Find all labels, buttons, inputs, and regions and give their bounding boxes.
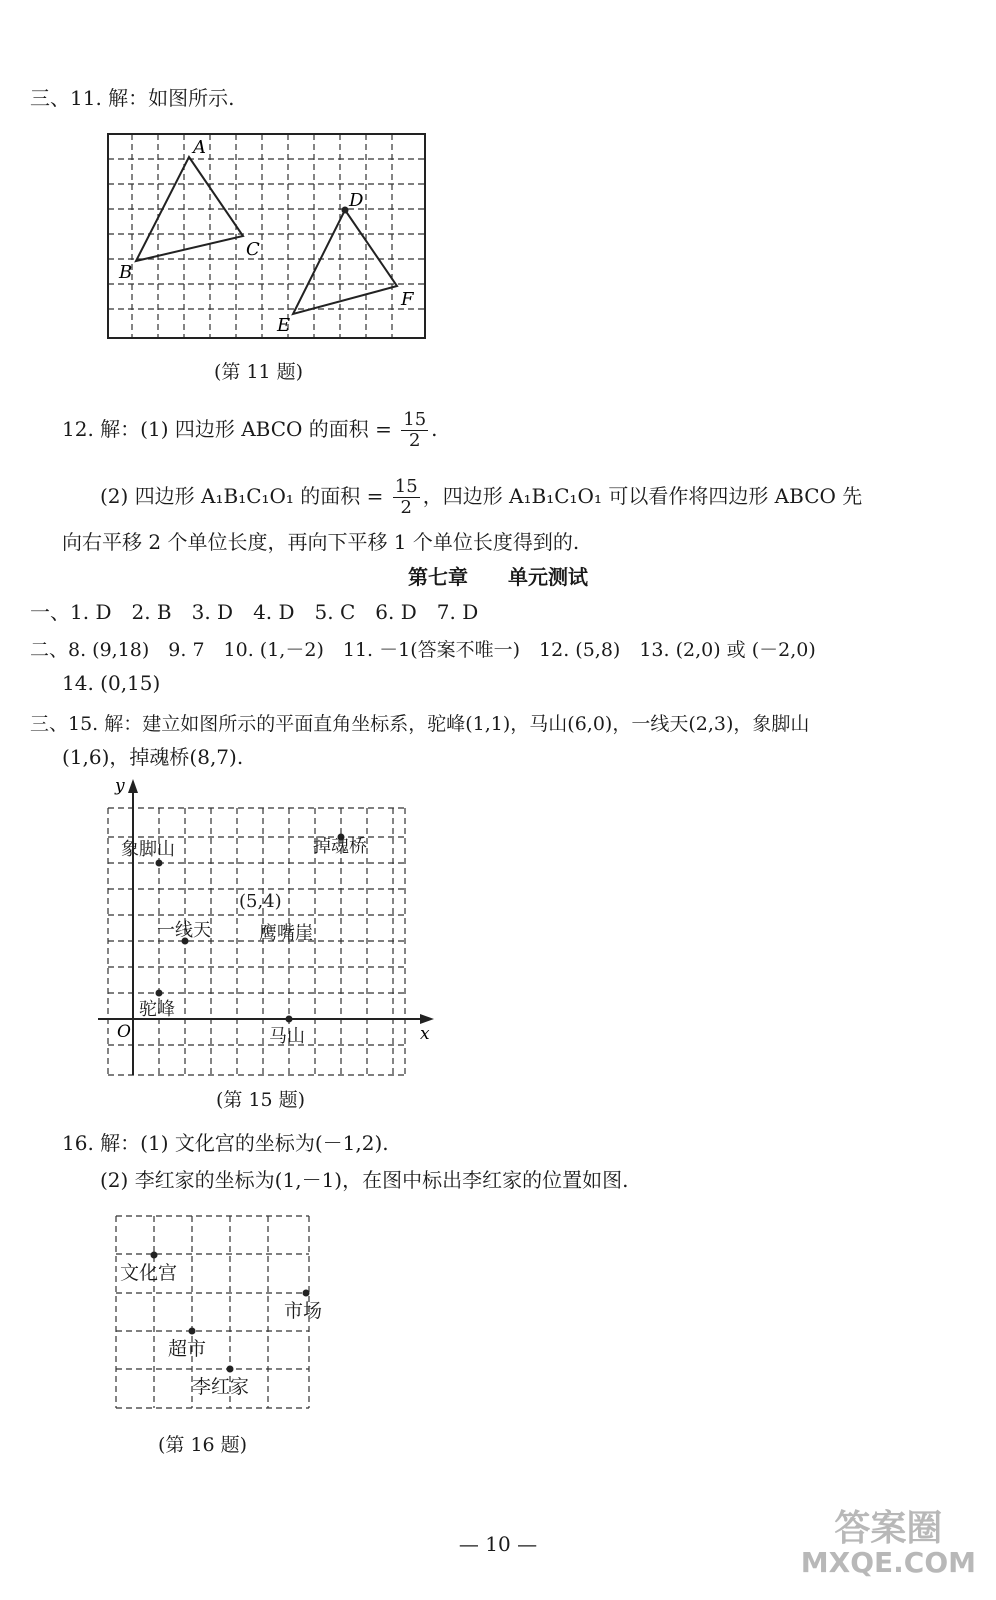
page-number: — 10 — — [458, 1532, 538, 1556]
q15-point-label-6: 马山 — [269, 1026, 305, 1047]
point-d-dot — [342, 207, 349, 214]
q12-part2-prefix: (2) 四边形 A₁B₁C₁O₁ 的面积 = — [100, 484, 384, 508]
q12-part2-line2: 向右平移 2 个单位长度，再向下平移 1 个单位长度得到的. — [62, 530, 580, 554]
q15-point-label-1: 掉魂桥 — [313, 836, 367, 857]
q16-place-label-2: 超市 — [168, 1338, 207, 1360]
label-e: E — [277, 315, 291, 336]
q16-caption: (第 16 题) — [158, 1434, 248, 1456]
q12-part1 — [62, 410, 438, 451]
watermark-line1: 答案圈 — [834, 1508, 943, 1549]
label-b: B — [119, 262, 133, 283]
q12-part2-suffix: ，四边形 A₁B₁C₁O₁ 可以看作将四边形 ABCO 先 — [422, 484, 863, 508]
q11-caption: (第 11 题) — [214, 361, 304, 383]
q15-point-label-3: 一线天 — [157, 920, 211, 941]
watermark-line2: MXQE.COM — [800, 1546, 976, 1579]
q11-heading: 三、11. 解：如图所示. — [30, 86, 235, 110]
q16-line1: 16. 解：(1) 文化宫的坐标为(－1,2). — [62, 1131, 389, 1155]
q15-point-label-2: (5,4) — [239, 891, 282, 912]
q12-frac-den-2: 2 — [400, 497, 412, 518]
q16-place-label-0: 文化宫 — [120, 1262, 178, 1284]
q12-fraction-1 — [401, 410, 428, 451]
q16-place-label-3: 李红家 — [192, 1376, 250, 1398]
fill-answers-line1: 二、8. (9,18) 9. 7 10. (1,－2) 11. －1(答案不唯一) 12. (5,8) 13. (2,0) 或 (－2,0) — [30, 639, 816, 661]
label-d: D — [349, 190, 364, 211]
q11-grid — [108, 134, 425, 338]
q15-point-dot-6 — [286, 1016, 293, 1023]
q15-caption: (第 15 题) — [216, 1089, 306, 1111]
chapter-title: 第七章 单元测试 — [408, 565, 588, 589]
q12-frac-num-2: 15 — [394, 476, 418, 497]
q15-point-label-5: 驼峰 — [139, 999, 175, 1020]
q16-place-dot-2 — [189, 1328, 196, 1335]
q16-place-dot-1 — [303, 1290, 310, 1297]
q12-frac-den: 2 — [408, 430, 421, 451]
q15-point-label-0: 象脚山 — [121, 839, 175, 860]
q16-place-label-1: 市场 — [284, 1300, 323, 1322]
q15-point-label-4: 鹰嘴崖 — [259, 923, 313, 944]
q11-frame — [108, 134, 425, 338]
q12-part1-suffix: . — [431, 417, 438, 441]
q12-part2 — [100, 477, 862, 518]
label-f: F — [401, 289, 414, 310]
triangle-def — [293, 210, 397, 314]
label-a: A — [193, 137, 206, 158]
q15-point-dot-0 — [156, 860, 163, 867]
q15-points — [121, 834, 367, 1048]
fill-answers-line2: 14. (0,15) — [62, 671, 161, 695]
axis-y-label: y — [115, 776, 125, 796]
q12-part1-prefix: 12. 解：(1) 四边形 ABCO 的面积 = — [62, 417, 392, 441]
q15-point-dot-5 — [156, 990, 163, 997]
q15-text-line2: (1,6)，掉魂桥(8,7). — [62, 745, 244, 769]
q16-place-dot-3 — [227, 1366, 234, 1373]
q15-figure — [95, 775, 440, 1085]
q16-places — [120, 1252, 322, 1399]
origin-label: O — [117, 1022, 131, 1042]
q15-text-line1: 三、15. 解：建立如图所示的平面直角坐标系，驼峰(1,1)，马山(6,0)，一线天(2,3)，象脚山 — [30, 713, 810, 735]
y-axis-arrow — [128, 779, 138, 793]
x-axis-arrow — [420, 1014, 434, 1024]
axis-x-label: x — [420, 1024, 430, 1044]
q16-line2: (2) 李红家的坐标为(1,－1)，在图中标出李红家的位置如图. — [100, 1168, 629, 1192]
q12-frac-num: 15 — [403, 409, 427, 430]
q12-fraction-2 — [393, 477, 420, 518]
label-c: C — [246, 239, 260, 260]
choice-answers: 一、1. D 2. B 3. D 4. D 5. C 6. D 7. D — [30, 600, 479, 624]
watermark-logo — [801, 1510, 976, 1578]
q16-figure — [110, 1210, 340, 1415]
q16-place-dot-0 — [151, 1252, 158, 1259]
q11-figure — [105, 128, 440, 348]
